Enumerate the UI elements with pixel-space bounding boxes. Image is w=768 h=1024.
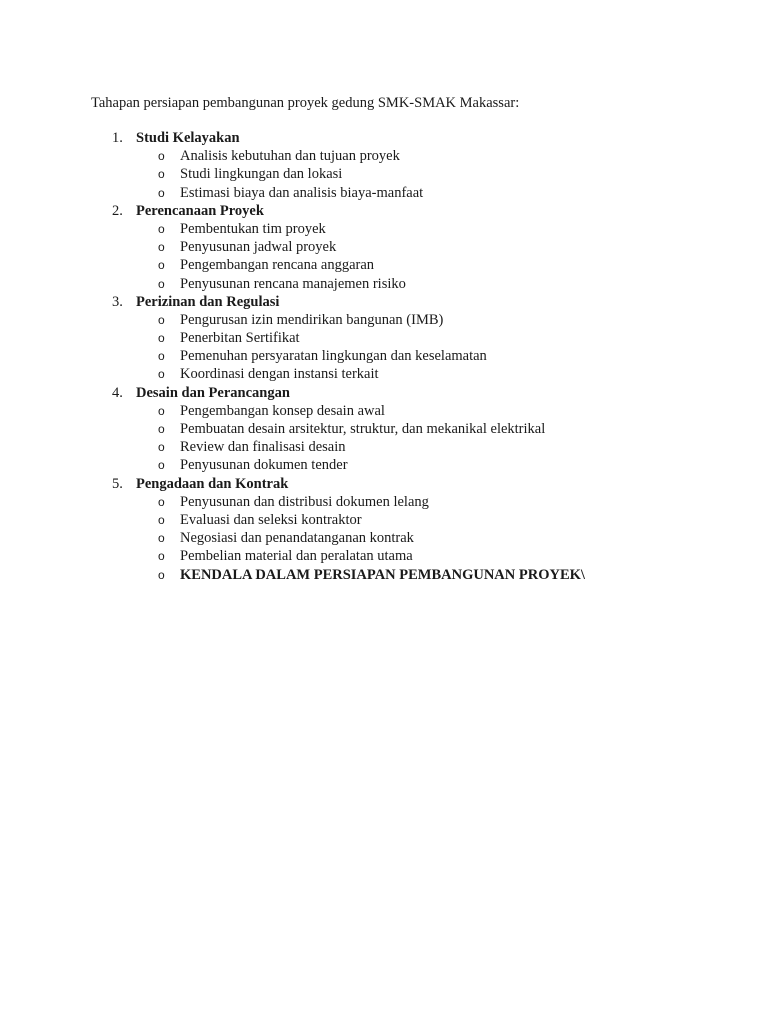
bullet-circle-icon: o <box>158 240 165 255</box>
list-item <box>0 147 768 165</box>
list-item-text: Penyusunan jadwal proyek <box>180 239 337 256</box>
bullet-circle-icon: o <box>158 276 165 291</box>
outline-section <box>0 129 768 202</box>
list-item-text: Review dan finalisasi desain <box>180 439 346 456</box>
section-heading <box>0 129 768 147</box>
bullet-circle-icon: o <box>158 512 165 527</box>
list-item <box>0 275 768 293</box>
list-item-text: Koordinasi dengan instansi terkait <box>180 366 379 383</box>
numbered-outline <box>0 129 768 584</box>
bullet-circle-icon: o <box>158 567 165 582</box>
list-item-text: Pemenuhan persyaratan lingkungan dan keselamatan <box>180 348 487 365</box>
bullet-circle-icon: o <box>158 458 165 473</box>
list-item-text: Pembuatan desain arsitektur, struktur, dan mekanikal elektrikal <box>180 421 546 437</box>
list-item-text: Pembentukan tim proyek <box>180 220 326 237</box>
list-item-text: Pengembangan konsep desain awal <box>180 402 385 419</box>
list-item <box>0 165 768 183</box>
bullet-circle-icon: o <box>158 422 165 436</box>
bullet-circle-icon: o <box>158 403 165 418</box>
section-title: Perencanaan Proyek <box>136 202 264 219</box>
list-item <box>0 493 768 511</box>
section-heading <box>0 384 768 402</box>
list-item-text: Analisis kebutuhan dan tujuan proyek <box>180 148 400 165</box>
bullet-circle-icon: o <box>158 185 165 200</box>
section-number: 1. <box>112 130 123 146</box>
section-title: Perizinan dan Regulasi <box>136 293 280 310</box>
list-item-text: Pengembangan rencana anggaran <box>180 257 375 274</box>
outline-section <box>0 293 768 384</box>
section-number: 4. <box>112 384 123 401</box>
bullet-circle-icon: o <box>158 440 165 455</box>
list-item-text: Pembelian material dan peralatan utama <box>180 548 413 565</box>
section-number: 3. <box>112 293 123 310</box>
section-heading <box>0 475 768 493</box>
list-item-text: Penerbitan Sertifikat <box>180 330 300 347</box>
section-heading <box>0 293 768 311</box>
bullet-circle-icon: o <box>158 494 165 509</box>
list-item-text: Penyusunan dan distribusi dokumen lelang <box>180 493 429 510</box>
bullet-circle-icon: o <box>158 167 165 182</box>
intro-paragraph: Tahapan persiapan pembangunan proyek gedung SMK-SMAK Makassar: <box>91 95 520 111</box>
bullet-circle-icon: o <box>158 258 165 273</box>
list-item-text: Pengurusan izin mendirikan bangunan (IMB) <box>180 311 444 328</box>
list-item-text: Negosiasi dan penandatanganan kontrak <box>180 530 414 547</box>
list-item-text: KENDALA DALAM PERSIAPAN PEMBANGUNAN PROYEK\ <box>180 566 585 583</box>
list-item-text: Studi lingkungan dan lokasi <box>180 166 343 183</box>
bullet-circle-icon: o <box>158 367 165 382</box>
section-title: Desain dan Perancangan <box>136 384 290 401</box>
section-number: 5. <box>112 475 123 492</box>
list-item-text: Penyusunan rencana manajemen risiko <box>180 275 406 292</box>
list-item <box>0 511 768 529</box>
bullet-circle-icon: o <box>158 312 165 327</box>
bullet-circle-icon: o <box>158 349 165 364</box>
list-item <box>0 347 768 365</box>
outline-section <box>0 384 768 475</box>
list-item <box>0 438 768 456</box>
list-item <box>0 529 768 547</box>
outline-section <box>0 202 768 293</box>
list-item-text: Estimasi biaya dan analisis biaya-manfaat <box>180 184 424 201</box>
list-item-text: Evaluasi dan seleksi kontraktor <box>180 511 362 528</box>
list-item <box>0 329 768 347</box>
section-title: Pengadaan dan Kontrak <box>136 475 289 492</box>
section-number: 2. <box>112 202 123 219</box>
list-item <box>0 220 768 238</box>
list-item <box>0 184 768 202</box>
section-heading <box>0 202 768 220</box>
list-item <box>0 420 768 438</box>
list-item-text: Penyusunan dokumen tender <box>180 457 348 474</box>
bullet-circle-icon: o <box>158 331 165 346</box>
list-item <box>0 547 768 565</box>
list-item <box>0 402 768 420</box>
section-title: Studi Kelayakan <box>136 130 240 146</box>
bullet-circle-icon: o <box>158 531 165 546</box>
outline-section <box>0 475 768 584</box>
bullet-circle-icon: o <box>158 549 165 564</box>
bullet-circle-icon: o <box>158 149 165 164</box>
list-item <box>0 256 768 274</box>
list-item <box>0 311 768 329</box>
list-item <box>0 365 768 383</box>
list-item <box>0 566 768 584</box>
list-item <box>0 456 768 474</box>
bullet-circle-icon: o <box>158 221 165 236</box>
list-item <box>0 238 768 256</box>
